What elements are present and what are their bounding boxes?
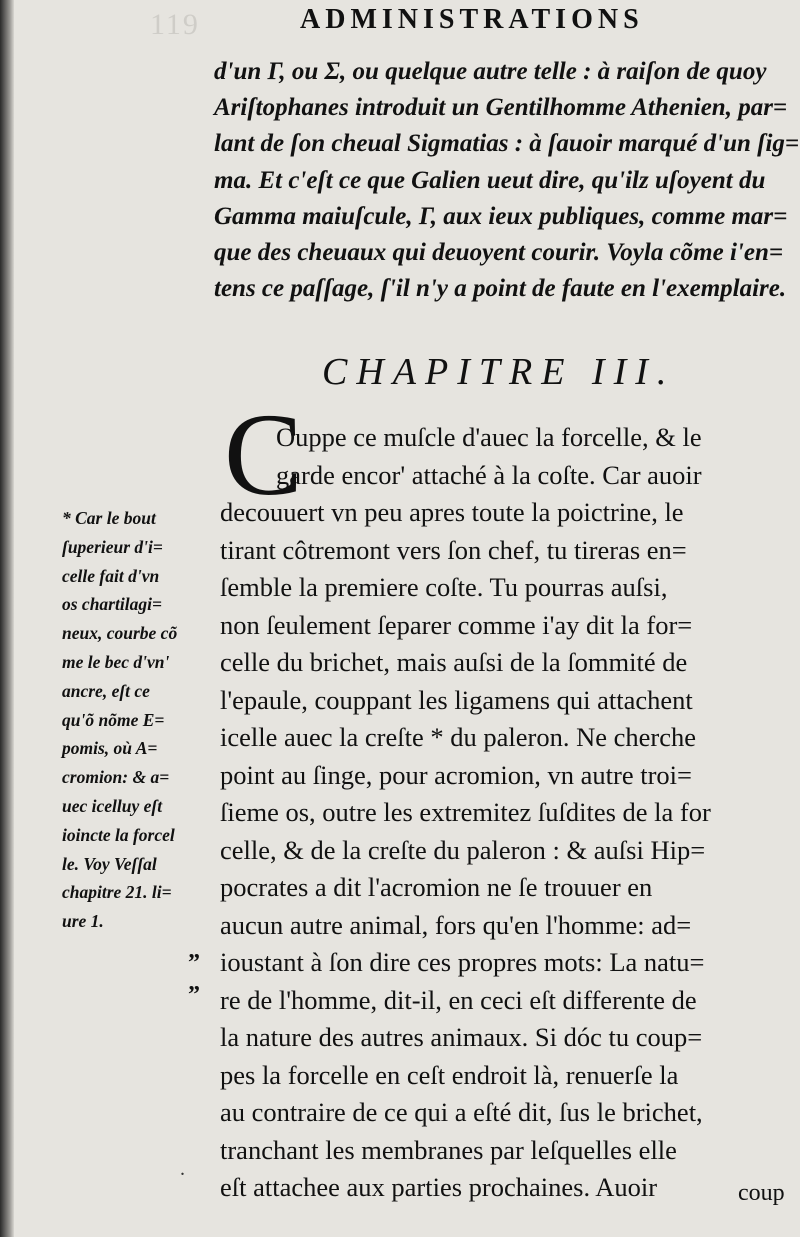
quotation-mark: ” bbox=[188, 950, 200, 976]
margin-note bbox=[62, 504, 212, 936]
italic-line: lant de ſon cheual Sigmatias : à ſauoir marqué d'un ſig= bbox=[214, 130, 800, 158]
italic-line: Ariſtophanes introduit un Gentilhomme Athenien, par= bbox=[214, 94, 788, 122]
margin-note-line: qu'õ nõme E= bbox=[62, 709, 165, 730]
body-line: la nature des autres animaux. Si dóc tu coup= bbox=[220, 1022, 703, 1052]
italic-line: que des cheuaux qui deuoyent courir. Voyla cõme i'en= bbox=[214, 239, 784, 267]
margin-note-line: os chartilagi= bbox=[62, 594, 162, 615]
margin-note-line: * Car le bout bbox=[62, 508, 156, 528]
margin-note-line: neux, courbe cõ bbox=[62, 623, 178, 644]
body-line: Ouppe ce muſcle d'auec la forcelle, & le bbox=[276, 422, 702, 452]
margin-note-line: uec icelluy eſt bbox=[62, 795, 163, 816]
body-line: tranchant les membranes par leſquelles elle bbox=[220, 1134, 677, 1165]
body-line: ſieme os, outre les extremitez ſuſdites de la for bbox=[220, 797, 711, 827]
margin-tick: . bbox=[180, 1158, 185, 1180]
body-line: l'epaule, couppant les ligamens qui attachent bbox=[220, 684, 693, 715]
body-line: ioustant à ſon dire ces propres mots: La natu= bbox=[220, 947, 705, 977]
body-line: pes la forcelle en ceſt endroit là, renuerſe la bbox=[220, 1059, 679, 1090]
body-line: celle, & de la creſte du paleron : & auſsi Hip= bbox=[220, 834, 706, 865]
margin-note-line: ſuperieur d'i= bbox=[62, 536, 163, 557]
body-line: point au ſinge, pour acromion, vn autre troi= bbox=[220, 759, 692, 790]
margin-note-line: chapitre 21. li= bbox=[62, 882, 172, 903]
body-line: re de l'homme, dit-il, en ceci eſt differente de bbox=[220, 984, 697, 1015]
body-line: icelle auec la creſte * du paleron. Ne cherche bbox=[220, 722, 696, 752]
body-line: ſemble la premiere coſte. Tu pourras auſsi, bbox=[220, 572, 668, 602]
body-line: decouuert vn peu apres toute la poictrine, le bbox=[220, 497, 684, 527]
margin-note-line: me le bec d'vn' bbox=[62, 651, 170, 672]
italic-line: d'un Γ, ou Σ, ou quelque autre telle : à raiſon de quoy bbox=[214, 58, 767, 85]
book-gutter bbox=[0, 0, 14, 1237]
margin-note-line: le. Voy Veſſal bbox=[62, 853, 157, 874]
running-title: ADMINISTRATIONS bbox=[300, 4, 644, 35]
margin-note-line: ioincte la forcel bbox=[62, 824, 175, 845]
catchword: coup bbox=[738, 1180, 785, 1206]
italic-line: Gamma maiuſcule, Γ, aux ieux publiques, comme mar= bbox=[214, 202, 788, 230]
margin-note-line: pomis, où A= bbox=[62, 738, 158, 759]
chapter-title: CHAPITRE III. bbox=[322, 351, 676, 393]
margin-note-line: ure 1. bbox=[62, 911, 104, 932]
body-line: pocrates a dit l'acromion ne ſe trouuer en bbox=[220, 872, 653, 902]
body-text bbox=[220, 419, 798, 1207]
bleed-through-folio: 119 bbox=[150, 8, 200, 41]
drop-cap: C bbox=[224, 389, 303, 520]
body-line: non ſeulement ſeparer comme i'ay dit la for= bbox=[220, 609, 693, 640]
body-line: tirant côtremont vers ſon chef, tu tireras en= bbox=[220, 534, 687, 565]
margin-note-line: cromion: & a= bbox=[62, 767, 170, 788]
body-line: celle du brichet, mais auſsi de la ſommité de bbox=[220, 647, 688, 677]
body-line: au contraire de ce qui a eſté dit, ſus le brichet, bbox=[220, 1097, 703, 1127]
italic-passage bbox=[214, 54, 800, 307]
quotation-mark: ” bbox=[188, 982, 200, 1008]
margin-note-line: celle fait d'vn bbox=[62, 565, 160, 586]
body-line: aucun autre animal, fors qu'en l'homme: ad= bbox=[220, 909, 692, 940]
body-line: eſt attachee aux parties prochaines. Auoir bbox=[220, 1172, 658, 1202]
body-line: garde encor' attaché à la coſte. Car auoir bbox=[276, 459, 702, 490]
margin-note-line: ancre, eſt ce bbox=[62, 680, 150, 701]
italic-line: ma. Et c'eſt ce que Galien ueut dire, qu'ilz uſoyent du bbox=[214, 166, 766, 194]
italic-line: tens ce paſſage, ſ'il n'y a point de faute en l'exemplaire. bbox=[214, 275, 787, 303]
